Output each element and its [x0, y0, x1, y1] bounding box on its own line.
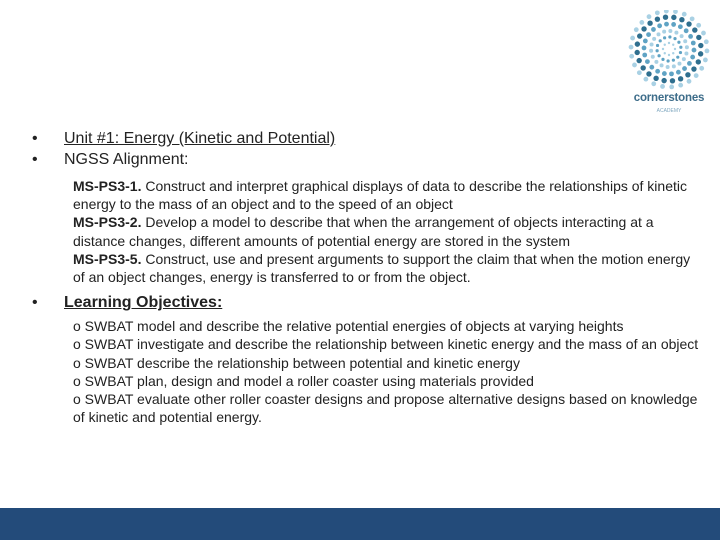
logo-dot [679, 46, 682, 49]
logo-dot [682, 12, 687, 17]
standard-text: Construct and interpret graphical displays of data to describe the relationships of kinetic energy to the mass of an object and to the speed of an object [73, 178, 687, 213]
logo-dot [666, 59, 669, 62]
logo-dot [661, 78, 666, 83]
logo-dot [696, 23, 701, 28]
logo-dot [670, 78, 675, 83]
logo-dot [699, 66, 704, 71]
logo-dot [677, 62, 681, 66]
logo-dot [669, 85, 674, 90]
logo-dot [678, 76, 683, 81]
bullet-unit [32, 128, 702, 149]
standard-code: MS-PS3-2. [73, 214, 142, 231]
logo-dot [671, 22, 676, 27]
logo-dot [649, 49, 653, 53]
standard-text: Develop a model to describe that when the arrangement of objects interacting at a distance changes, different amounts of potential energy are stored in the system [73, 214, 654, 249]
logo-dot [651, 55, 655, 59]
logo-dot [664, 52, 666, 54]
standard-item [73, 213, 702, 249]
logo-dot [655, 69, 660, 74]
logo-dot [688, 34, 693, 39]
logo-dot [655, 16, 660, 21]
logo-dot [651, 81, 656, 86]
unit-title: Unit #1: Energy (Kinetic and Potential) [64, 130, 336, 147]
logo-tagline: ACADEMY [656, 108, 682, 114]
logo-dot [637, 33, 642, 38]
logo-dot [634, 27, 639, 32]
logo-dot [649, 65, 654, 70]
logo-dot [674, 48, 676, 50]
logo-dot [680, 34, 684, 38]
logo-dot [698, 43, 703, 48]
logo-dot [671, 15, 676, 20]
ngss-standards-list [73, 177, 702, 286]
bullet-marker: • [32, 294, 38, 312]
logo-dot [642, 46, 647, 51]
standard-text: Construct, use and present arguments to support the claim that when the motion energy of an object changes, energy is transferred to or from the object. [73, 250, 691, 286]
logo-dot [641, 26, 646, 31]
logo-dot [642, 53, 647, 58]
logo-dot [664, 10, 669, 14]
logo-dot [634, 50, 639, 55]
bullet-marker: • [32, 130, 38, 147]
logo-dot [678, 24, 683, 29]
standard-item [73, 177, 702, 213]
logo-dot [686, 21, 691, 26]
logo-dot [684, 51, 688, 55]
logo-dot [698, 51, 703, 56]
logo-dot [679, 17, 684, 22]
logo-dot [657, 32, 661, 36]
logo-dot [703, 58, 708, 63]
logo-dot [696, 35, 701, 40]
standard-code: MS-PS3-1. [73, 178, 142, 194]
logo-dot [668, 54, 670, 56]
logo-dot [705, 49, 710, 54]
logo-dot [668, 42, 670, 44]
logo-dot [636, 58, 641, 63]
logo-dot [668, 29, 672, 33]
logo-dot [650, 43, 654, 47]
logo-dot [651, 27, 656, 32]
logo-dot [662, 30, 666, 34]
logo-dot [660, 63, 664, 67]
logo-dot [684, 28, 689, 33]
logo-dot [662, 71, 667, 76]
logo-dot [692, 27, 697, 32]
logo-dot [669, 71, 674, 76]
logo-dot [659, 39, 662, 42]
logo-dot [652, 37, 656, 41]
cornerstones-logo [628, 10, 710, 122]
logo-dot [687, 61, 692, 66]
logo-dot [661, 58, 664, 61]
objectives-heading: Learning Objectives: [64, 294, 223, 312]
logo-dot [656, 49, 659, 52]
logo-dot [676, 56, 679, 59]
logo-dot [668, 35, 671, 38]
logo-dot [696, 59, 701, 64]
logo-dot [637, 70, 642, 75]
logo-dot [672, 52, 674, 54]
logo-dot [629, 54, 634, 59]
objective-item: o SWBAT plan, design and model a roller coaster using materials provided [73, 372, 534, 389]
logo-dot [647, 20, 652, 25]
logo-dot [690, 16, 695, 21]
logo-dot [666, 65, 670, 69]
logo-dot [656, 44, 659, 47]
logo-dot [654, 60, 658, 64]
logo-wordmark: cornerstones [633, 92, 705, 104]
logo-dot [664, 22, 669, 27]
slide-content [32, 128, 702, 426]
logo-dot [690, 55, 695, 60]
logo-dot [691, 66, 696, 71]
logo-dot [685, 45, 689, 49]
logo-dot [673, 37, 676, 40]
bullet-marker: • [32, 151, 38, 168]
logo-dot [704, 39, 709, 44]
logo-dot [643, 77, 648, 82]
objective-item: o SWBAT investigate and describe the relationship between kinetic energy and the mass of an object [73, 336, 699, 353]
logo-dot [673, 10, 678, 14]
logo-dot [672, 64, 676, 68]
footer-bar [0, 508, 720, 540]
logo-dot [677, 41, 680, 44]
logo-dot [662, 48, 664, 50]
standard-item [73, 250, 702, 286]
bullet-objectives [32, 292, 702, 313]
logo-dot [692, 48, 697, 53]
logo-dot [660, 84, 665, 89]
standard-code: MS-PS3-5. [73, 250, 142, 267]
logo-dot [646, 71, 651, 76]
logo-dot [632, 63, 637, 68]
logo-dot [682, 57, 686, 61]
logo-dot [630, 36, 635, 41]
logo-dot [663, 14, 668, 19]
logo-dot [664, 44, 666, 46]
logo-dot [643, 39, 648, 44]
logo-dot [640, 65, 645, 70]
logo-dot [663, 36, 666, 39]
logo-dot [678, 83, 683, 88]
objective-item: o SWBAT describe the relationship between potential and kinetic energy [73, 354, 520, 371]
logo-dot [687, 79, 692, 84]
logo-dot [645, 59, 650, 64]
learning-objectives-list [73, 317, 702, 426]
bullet-ngss [32, 149, 702, 170]
logo-dot [653, 76, 658, 81]
objective-item: o SWBAT model and describe the relative potential energies of objects at varying heights [73, 318, 624, 335]
dot-burst-logo-icon [628, 10, 710, 90]
logo-dot [646, 32, 651, 37]
logo-dot [683, 39, 687, 43]
objective-item: o SWBAT evaluate other roller coaster designs and propose alternative designs based on knowledge of kinetic and potential energy. [73, 391, 698, 426]
logo-dot [655, 10, 660, 15]
logo-dot [682, 66, 687, 71]
logo-dot [701, 31, 706, 36]
logo-dot [672, 44, 674, 46]
logo-dot [629, 45, 634, 50]
logo-dot [691, 41, 696, 46]
logo-dot [685, 72, 690, 77]
logo-dot [694, 73, 699, 78]
logo-dot [679, 51, 682, 54]
logo-dot [672, 59, 675, 62]
logo-dot [639, 20, 644, 25]
logo-dot [657, 54, 660, 57]
logo-dot [674, 31, 678, 35]
logo-dot [657, 23, 662, 28]
logo-dot [635, 41, 640, 46]
ngss-heading: NGSS Alignment: [64, 151, 189, 168]
logo-dot [647, 14, 652, 19]
logo-dot [676, 70, 681, 75]
